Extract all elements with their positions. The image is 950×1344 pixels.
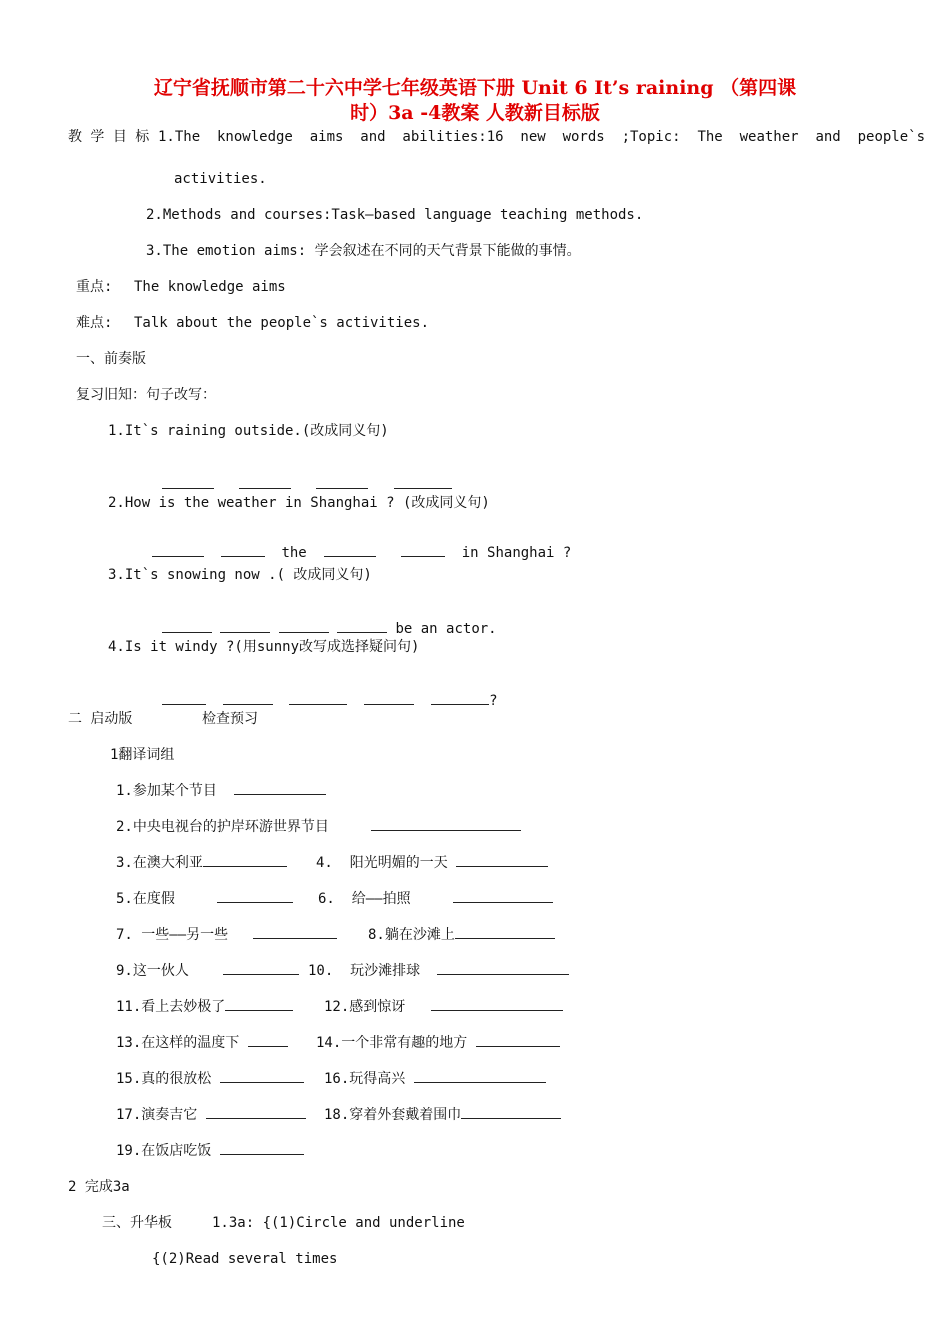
question-4-ending: ? bbox=[489, 693, 498, 709]
answer-blank[interactable] bbox=[289, 692, 347, 705]
document-title-line1: 辽宁省抚顺市第二十六中学七年级英语下册 Unit 6 It’s raining （第四课 bbox=[153, 77, 797, 99]
answer-blank[interactable] bbox=[234, 782, 326, 795]
section1-heading: 一、前奏版 bbox=[76, 351, 146, 367]
answer-blank[interactable] bbox=[162, 620, 212, 633]
answer-blank[interactable] bbox=[461, 1106, 561, 1119]
answer-blank[interactable] bbox=[206, 1106, 306, 1119]
phrase-item: 16.玩得高兴 bbox=[324, 1070, 546, 1088]
section3-heading: 三、升华板 bbox=[102, 1215, 172, 1231]
answer-blank[interactable] bbox=[162, 476, 214, 489]
question-2-word-the: the bbox=[281, 545, 307, 561]
phrase-item: 12.感到惊讶 bbox=[324, 998, 563, 1016]
section2-part1: 1翻译词组 bbox=[110, 747, 175, 763]
section2-part2: 2 完成3a bbox=[68, 1179, 130, 1195]
answer-blank[interactable] bbox=[203, 854, 287, 867]
answer-blank[interactable] bbox=[371, 818, 521, 831]
phrase-item: 6. 给——拍照 bbox=[318, 890, 553, 908]
difficult-point-text: Talk about the people`s activities. bbox=[134, 315, 430, 331]
answer-blank[interactable] bbox=[239, 476, 291, 489]
phrase-item: 1.参加某个节目 bbox=[116, 782, 326, 800]
phrase-item: 9.这一伙人 bbox=[116, 962, 299, 980]
answer-blank[interactable] bbox=[225, 998, 293, 1011]
answer-blank[interactable] bbox=[324, 544, 376, 557]
answer-blank[interactable] bbox=[253, 926, 337, 939]
section1-subheading: 复习旧知：句子改写： bbox=[76, 387, 216, 403]
section2-heading: 二 启动版 bbox=[68, 711, 133, 727]
phrase-item: 13.在这样的温度下 bbox=[116, 1034, 288, 1052]
answer-blank[interactable] bbox=[364, 692, 414, 705]
answer-blank[interactable] bbox=[401, 544, 445, 557]
answer-blank[interactable] bbox=[220, 1142, 304, 1155]
answer-blank[interactable] bbox=[337, 620, 387, 633]
phrase-item: 2.中央电视台的护岸环游世界节目 bbox=[116, 818, 521, 836]
question-3: 3.It`s snowing now .( 改成同义句) bbox=[108, 567, 372, 583]
objective-1: 1.The knowledge aims and abilities:16 new words ;Topic: The weather and people`s bbox=[158, 129, 926, 145]
answer-blank[interactable] bbox=[162, 692, 206, 705]
objective-1-continued: activities. bbox=[174, 171, 267, 187]
question-4-blanks bbox=[128, 674, 498, 728]
answer-blank[interactable] bbox=[394, 476, 452, 489]
key-point-text: The knowledge aims bbox=[134, 279, 286, 295]
key-point-label: 重点: bbox=[76, 279, 113, 295]
answer-blank[interactable] bbox=[431, 998, 563, 1011]
phrase-item: 14.一个非常有趣的地方 bbox=[316, 1034, 560, 1052]
answer-blank[interactable] bbox=[453, 890, 553, 903]
answer-blank[interactable] bbox=[455, 926, 555, 939]
answer-blank[interactable] bbox=[217, 890, 293, 903]
phrase-item: 18.穿着外套戴着围巾 bbox=[324, 1106, 561, 1124]
question-2-ending: in Shanghai ? bbox=[461, 545, 572, 561]
section3-item-2: {(2)Read several times bbox=[152, 1251, 338, 1267]
answer-blank[interactable] bbox=[223, 692, 273, 705]
objective-3: 3.The emotion aims: 学会叙述在不同的天气背景下能做的事情。 bbox=[146, 243, 581, 259]
answer-blank[interactable] bbox=[279, 620, 329, 633]
answer-blank[interactable] bbox=[152, 544, 204, 557]
answer-blank[interactable] bbox=[456, 854, 548, 867]
answer-blank[interactable] bbox=[414, 1070, 546, 1083]
answer-blank[interactable] bbox=[316, 476, 368, 489]
objective-2: 2.Methods and courses:Task—based language teaching methods. bbox=[146, 207, 644, 223]
document-title-line2: 时）3a -4教案 人教新目标版 bbox=[350, 102, 600, 124]
section2-subtitle: 检查预习 bbox=[202, 711, 258, 727]
phrase-item: 4. 阳光明媚的一天 bbox=[316, 854, 548, 872]
phrase-item: 10. 玩沙滩排球 bbox=[308, 962, 569, 980]
phrase-item: 11.看上去妙极了 bbox=[116, 998, 293, 1016]
question-3-ending: be an actor. bbox=[395, 621, 497, 637]
phrase-item: 8.躺在沙滩上 bbox=[368, 926, 555, 944]
phrase-item: 19.在饭店吃饭 bbox=[116, 1142, 304, 1160]
answer-blank[interactable] bbox=[431, 692, 489, 705]
phrase-item: 3.在澳大利亚 bbox=[116, 854, 287, 872]
answer-blank[interactable] bbox=[220, 620, 270, 633]
answer-blank[interactable] bbox=[437, 962, 569, 975]
phrase-item: 15.真的很放松 bbox=[116, 1070, 304, 1088]
difficult-point-label: 难点: bbox=[76, 315, 113, 331]
phrase-item: 17.演奏吉它 bbox=[116, 1106, 306, 1124]
phrase-item: 7. 一些——另一些 bbox=[116, 926, 337, 944]
answer-blank[interactable] bbox=[221, 544, 265, 557]
answer-blank[interactable] bbox=[223, 962, 299, 975]
answer-blank[interactable] bbox=[248, 1034, 288, 1047]
question-4: 4.Is it windy ?(用sunny改写成选择疑问句) bbox=[108, 639, 420, 655]
question-2: 2.How is the weather in Shanghai ? (改成同义句) bbox=[108, 495, 490, 511]
phrase-item: 5.在度假 bbox=[116, 890, 293, 908]
answer-blank[interactable] bbox=[476, 1034, 560, 1047]
answer-blank[interactable] bbox=[220, 1070, 304, 1083]
question-1: 1.It`s raining outside.(改成同义句) bbox=[108, 423, 389, 439]
objectives-label: 教 学 目 标 bbox=[68, 129, 150, 145]
section3-item: 1.3a: {(1)Circle and underline bbox=[212, 1215, 465, 1231]
